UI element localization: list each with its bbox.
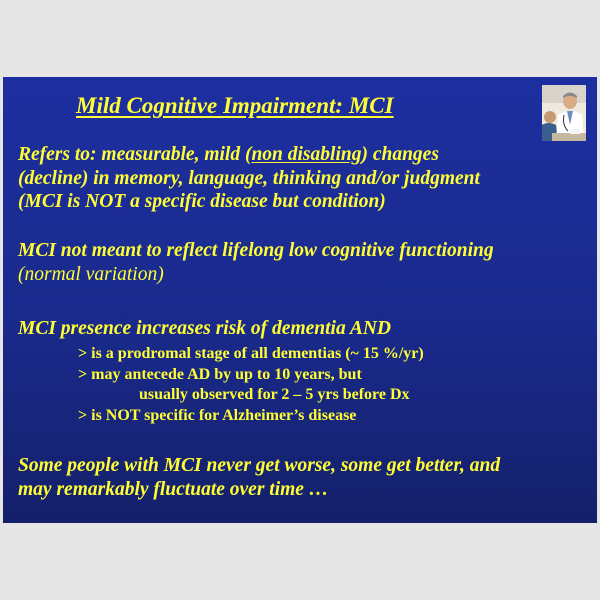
risk-paragraph — [18, 317, 391, 341]
risk-bullet-not-specific: > is NOT specific for Alzheimer’s disease — [78, 407, 357, 424]
slide-title: Mild Cognitive Impairment: MCI — [76, 93, 394, 118]
doctor-photo — [542, 85, 586, 141]
definition-line-3: (MCI is NOT a specific disease but condition) — [18, 191, 386, 212]
lifelong-line-1: MCI not meant to reflect lifelong low cognitive functioning — [18, 240, 494, 261]
risk-bullet-observed: usually observed for 2 – 5 yrs before Dx — [139, 386, 410, 403]
risk-bullet-prodromal: > is a prodromal stage of all dementias (~ 15 %/yr) — [78, 345, 424, 362]
lifelong-paragraph — [18, 239, 494, 286]
definition-line-1 — [18, 143, 480, 167]
fluctuation-line-2: may remarkably fluctuate over time … — [18, 478, 329, 500]
doctor-photo-image — [542, 85, 586, 141]
non-disabling-emphasis: non disabling — [251, 144, 362, 165]
slide — [3, 77, 597, 523]
fluctuation-paragraph — [18, 454, 500, 501]
definition-line-1-pre: Refers to: measurable, mild ( — [18, 144, 252, 165]
risk-line-1: MCI presence increases risk of dementia AND — [18, 318, 392, 339]
risk-bullet-antecede: > may antecede AD by up to 10 years, but — [78, 366, 362, 383]
definition-line-2: (decline) in memory, language, thinking and/or judgment — [18, 167, 480, 189]
fluctuation-line-1: Some people with MCI never get worse, some get better, and — [18, 455, 501, 476]
lifelong-line-2: (normal variation) — [18, 263, 164, 285]
definition-paragraph — [18, 143, 480, 214]
definition-line-1-post: ) changes — [361, 144, 439, 165]
